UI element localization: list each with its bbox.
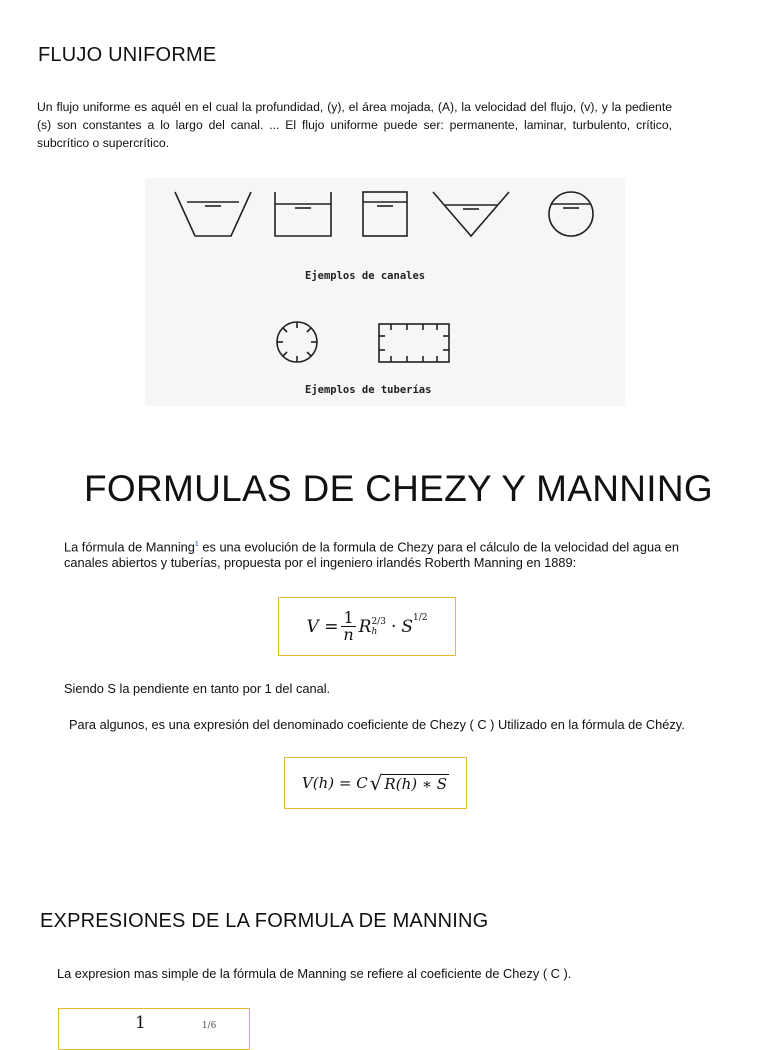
formula1-r-sub: h [371,626,378,637]
formula1-lhs: V = [306,616,339,637]
circular-channel-shape [549,192,593,236]
manning-intro-paragraph [64,537,694,571]
channel-pipe-figure [145,178,625,406]
chezy-coefficient-note: Para algunos, es una expresión del denominado coeficiente de Chezy ( C ) Utilizado en la fórmula de Chézy. [69,717,685,732]
flujo-uniforme-paragraph: Un flujo uniforme es aquél en el cual la profundidad, (y), el área mojada, (A), la velocidad del flujo, (v), y la pediente (s) son constantes a lo largo del canal. ... El flujo uniforme puede ser: permanente, laminar, turbulento, crítico, subcrítico o supercrítico. [37,100,672,150]
rectangular-pipe-shape [379,324,449,362]
formula1-r-exp: 2/3 [371,616,386,627]
formula1-r: R [358,616,372,637]
manning-intro-text-b: es una evolución de la formula de Chezy para el cálculo de la velocidad del agua en canales abiertos y tuberías, propuesta por el ingeniero irlandés Roberth Manning en 1889: [64,539,680,571]
caption-canales: Ejemplos de canales [305,270,426,282]
pendiente-note: Siendo S la pendiente en tanto por 1 del canal. [64,681,331,696]
formula1-r-scripts [371,617,385,637]
formula1-numerator: 1 [343,608,354,627]
formula1-denominator: n [343,625,354,644]
caption-tuberias: Ejemplos de tuberías [305,384,432,396]
chezy-formula-box [284,757,467,809]
manning-coefficient-formula-box [58,1008,250,1050]
formula2-radicand: R(h) ∗ S [384,774,448,793]
manning-intro-text-a: La fórmula de Manning [64,539,195,555]
trapezoidal-channel-shape [175,192,251,236]
formula1-s: S [401,616,413,637]
formula1-dot: · [390,616,397,637]
formula2-lhs: V(h) = C [301,774,368,792]
triangular-channel-shape [433,192,509,236]
expresiones-paragraph: La expresion mas simple de la fórmula de Manning se refiere al coeficiente de Chezy ( C ). [57,966,572,981]
channel-shapes-drawing [145,178,625,406]
formula3-numerator: 1 [135,1013,146,1033]
rectangular-channel-shape [275,192,331,236]
formula3-exp: 1/6 [201,1021,217,1031]
section-title-flujo-uniforme: FLUJO UNIFORME [38,44,217,66]
manning-formula-box [278,597,456,656]
closed-rectangular-channel-shape [363,192,407,236]
footnote-link[interactable]: 1 [194,541,199,548]
formula1-s-exp: 1/2 [413,612,428,623]
section-title-chezy-manning: FORMULAS DE CHEZY Y MANNING [84,468,713,509]
sqrt-symbol: √ [369,771,383,795]
formula1-fraction [341,610,355,643]
section-title-expresiones: EXPRESIONES DE LA FORMULA DE MANNING [40,910,489,932]
